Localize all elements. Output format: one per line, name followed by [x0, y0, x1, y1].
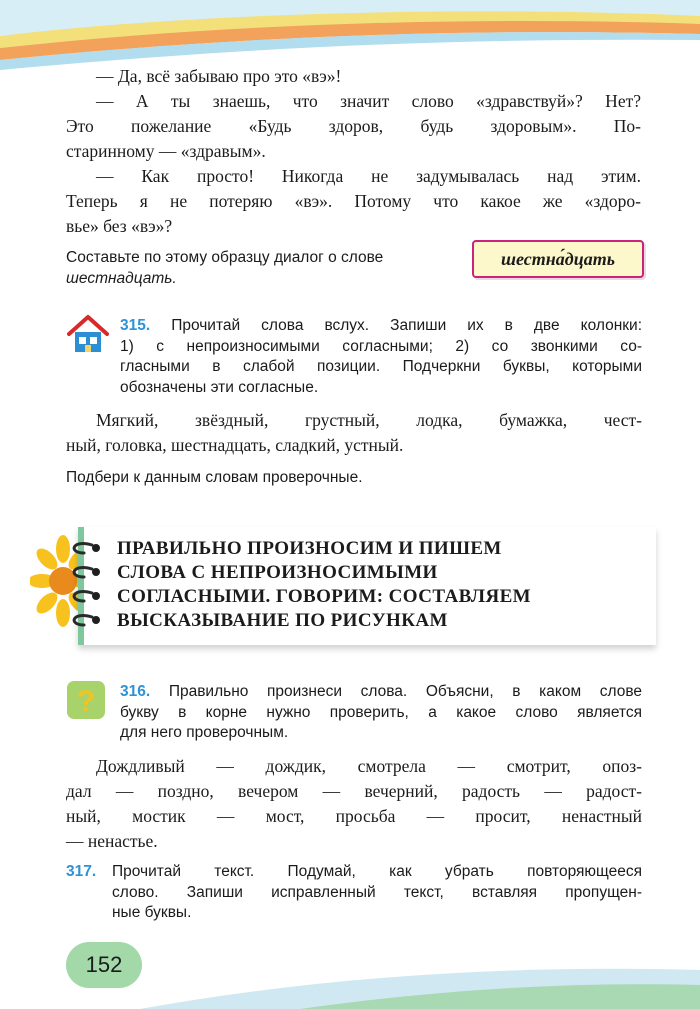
- vocabulary-word-box: шестна́дцать: [472, 240, 644, 278]
- instruction-line: Составьте по этому образцу диалог о слове: [66, 249, 384, 266]
- exercise-line: слово. Запиши исправленный текст, вставляя пропущен-: [112, 883, 642, 901]
- exercise-line: 315. Прочитай слова вслух. Запиши их в две колонки:: [120, 317, 642, 334]
- page-number: 152: [66, 942, 142, 988]
- dialog-line: Теперь я не потеряю «вэ». Потому что какое же «здоро-: [66, 191, 641, 211]
- exercise-line: 1) с непроизносимыми согласными; 2) со звонкими со-: [120, 337, 642, 355]
- dialog-line: — Да, всё забываю про это «вэ»!: [96, 66, 342, 86]
- section-title-line: ПРАВИЛЬНО ПРОИЗНОСИМ И ПИШЕМ: [117, 538, 502, 559]
- svg-text:?: ?: [76, 685, 96, 718]
- question-icon: [66, 680, 106, 720]
- exercise-number: 317.: [66, 863, 97, 880]
- exercise-line: Прочитай текст. Подумай, как убрать повторяющееся: [112, 863, 642, 880]
- exercise-316: [120, 682, 642, 744]
- exercise-number: 316.: [120, 683, 151, 700]
- dialog-line: — Как просто! Никогда не задумывалась над этим.: [96, 166, 641, 186]
- exercise-317: [112, 862, 642, 924]
- exercise-317-number: [66, 862, 96, 883]
- word-line: Дождливый — дождик, смотрела — смотрит, опоз-: [96, 756, 642, 776]
- section-title-line: СОГЛАСНЫМИ. ГОВОРИМ: СОСТАВЛЯЕМ: [117, 586, 531, 607]
- section-title: [117, 537, 637, 633]
- exercise-line: 316. Правильно произнеси слова. Объясни, в каком слове: [120, 683, 642, 700]
- instruction-line: шестнадцать.: [66, 269, 177, 287]
- section-title-line: ВЫСКАЗЫВАНИЕ ПО РИСУНКАМ: [117, 610, 448, 631]
- exercise-line: гласными в слабой позиции. Подчеркни буквы, которыми: [120, 358, 642, 375]
- dialog-line: вье» без «вэ»?: [66, 216, 173, 236]
- exercise-316-words: [66, 754, 642, 854]
- dialog-line: старинному — «здравым».: [66, 141, 266, 161]
- exercise-315-words: [66, 408, 642, 458]
- word-line: ный, мостик — мост, просьба — просит, ненастный: [66, 806, 642, 826]
- house-icon: [66, 314, 110, 354]
- dialog-line: — А ты знаешь, что значит слово «здравствуй»? Нет?: [96, 91, 641, 111]
- exercise-315: [120, 316, 642, 398]
- dialog-instruction: [66, 248, 466, 289]
- section-title-line: СЛОВА С НЕПРОИЗНОСИМЫМИ: [117, 562, 438, 583]
- spiral-binding-icon: [62, 535, 108, 641]
- word-line: дал — поздно, вечером — вечерний, радость — радост-: [66, 781, 642, 801]
- dialog-text: [66, 64, 641, 239]
- exercise-number: 315.: [120, 317, 151, 334]
- exercise-line: ные буквы.: [112, 904, 192, 921]
- exercise-line: букву в корне нужно проверить, а какое слово является: [120, 703, 642, 721]
- word-line: — ненастье.: [66, 831, 158, 851]
- exercise-315-task: Подбери к данным словам проверочные.: [66, 469, 363, 486]
- exercise-line: для него проверочным.: [120, 724, 289, 741]
- dialog-line: Это пожелание «Будь здоров, будь здоровым». По-: [66, 116, 641, 136]
- word-line: Мягкий, звёздный, грустный, лодка, бумажка, чест-: [96, 410, 642, 430]
- exercise-line: обозначены эти согласные.: [120, 378, 319, 396]
- word-line: ный, головка, шестнадцать, сладкий, устный.: [66, 435, 404, 455]
